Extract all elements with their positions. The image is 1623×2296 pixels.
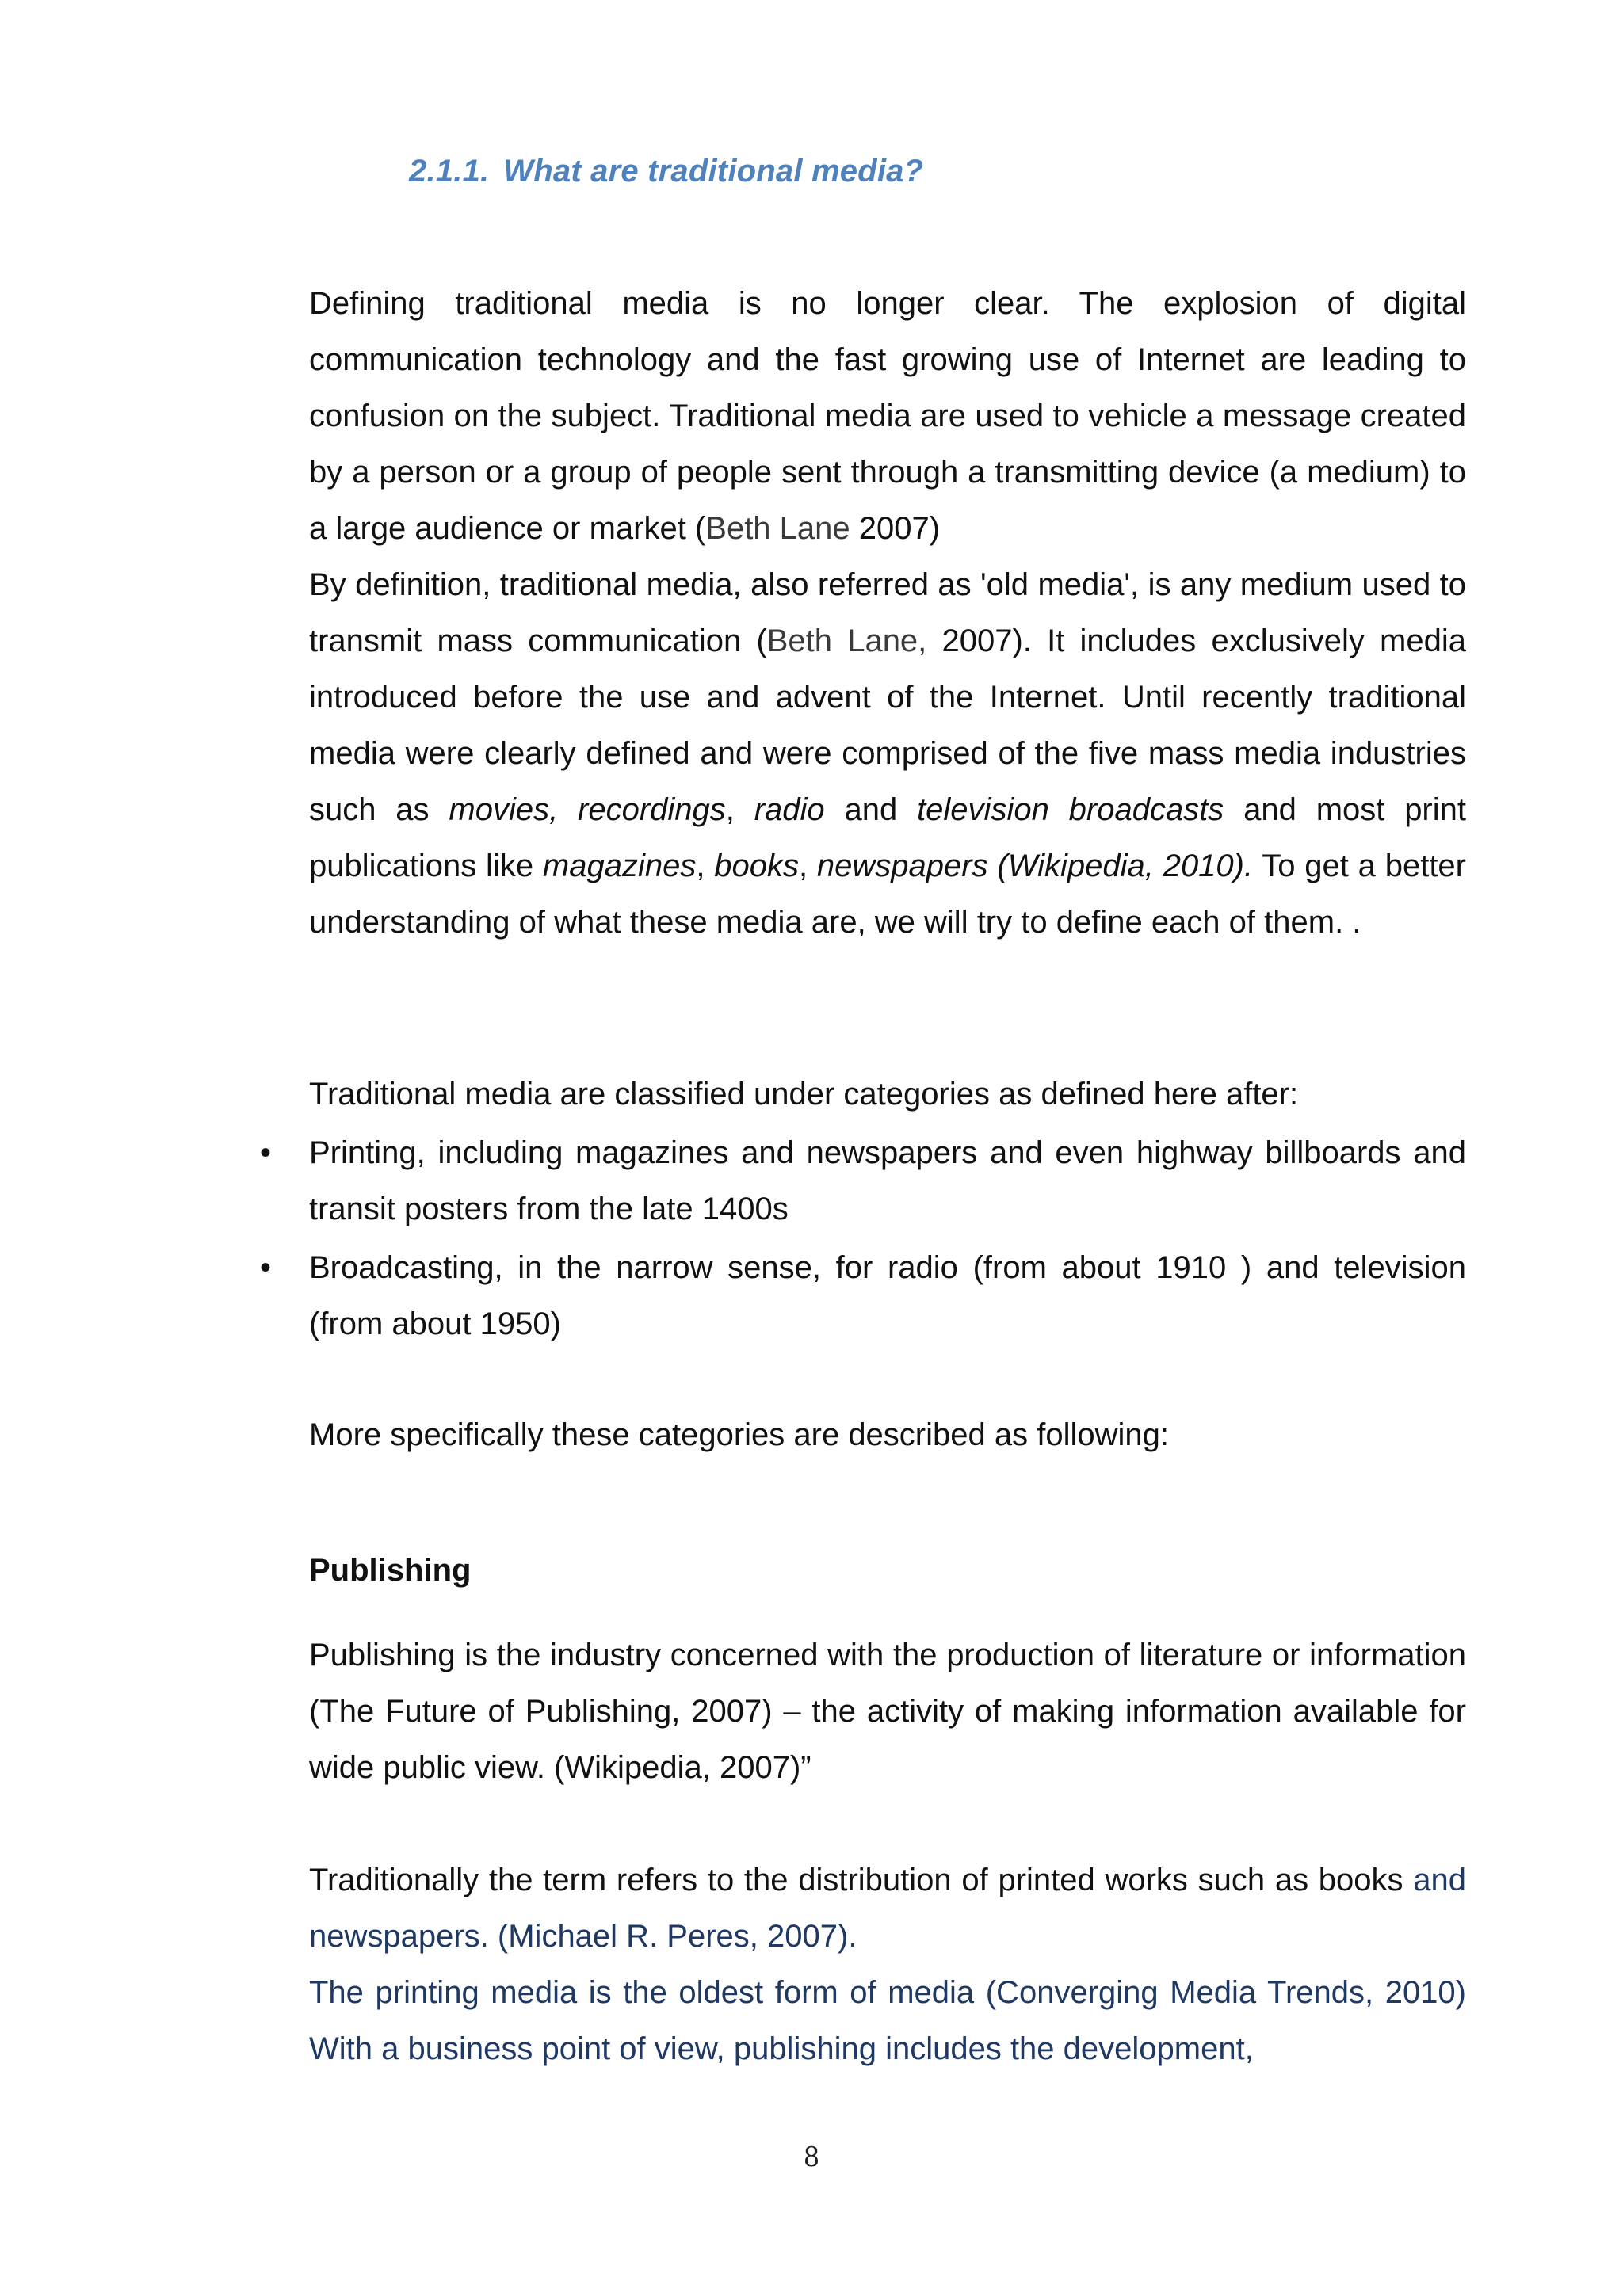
page-number: 8 bbox=[804, 2140, 819, 2173]
text-run: To get a better understanding of what these media are, we will try to define each of them. . bbox=[309, 849, 1467, 940]
publishing-paragraph: Publishing is the industry concerned with the production of literature or information (The Future of Publishing, 2007) – the activity of making information available for wide public view. (Wikipedia, 2007)” bbox=[309, 1638, 1466, 1785]
bullet-icon: • bbox=[260, 1250, 272, 1285]
bullet-icon: • bbox=[260, 1135, 272, 1170]
citation-beth-lane: Beth Lane, bbox=[766, 624, 927, 658]
citation-text: and newspapers. (Michael R. Peres, 2007). bbox=[309, 1863, 1466, 1954]
italic-term: magazines bbox=[542, 849, 697, 883]
text-run: and bbox=[824, 792, 918, 827]
italic-term: movies, recordings bbox=[449, 792, 726, 827]
text-run: , bbox=[799, 849, 817, 883]
italic-term: television broadcasts bbox=[917, 792, 1224, 827]
text-run: , bbox=[696, 849, 715, 883]
citation-beth-lane: Beth Lane bbox=[705, 511, 850, 546]
section-heading bbox=[409, 154, 923, 189]
italic-term: books bbox=[714, 849, 799, 883]
text-run: Defining traditional media is no longer clear. The explosion of digital communication technology and the fast growing use of Internet are leading to confusion on the subject. Traditional media are used to vehicle a message created by a person or a group of people sent through a transmitting device (a medium) to a large audience or market ( bbox=[309, 286, 1466, 546]
classification-intro: Traditional media are classified under categories as defined here after: bbox=[309, 1077, 1299, 1112]
category-list bbox=[260, 1125, 1466, 1355]
traditional-publishing-paragraph bbox=[309, 1852, 1466, 2077]
list-item-text: Printing, including magazines and newspapers and even highway billboards and transit posters from the late 1400s bbox=[309, 1135, 1466, 1226]
section-number: 2.1.1. bbox=[409, 154, 490, 189]
text-run: and most print publications like bbox=[309, 792, 1467, 883]
list-item-text: Broadcasting, in the narrow sense, for radio (from about 1910 ) and television (from about 1950) bbox=[309, 1250, 1466, 1341]
text-run: , bbox=[725, 792, 754, 827]
list-item bbox=[260, 1125, 1466, 1238]
citation-text: The printing media is the oldest form of media (Converging Media Trends, 2010) With a business point of view, publishing includes the development, bbox=[309, 1975, 1466, 2066]
intro-paragraph bbox=[309, 276, 1466, 951]
section-title: What are traditional media? bbox=[503, 154, 924, 189]
list-item bbox=[260, 1240, 1466, 1352]
italic-term: radio bbox=[754, 792, 825, 827]
categories-description-intro: More specifically these categories are described as following: bbox=[309, 1417, 1169, 1452]
text-run: Traditionally the term refers to the distribution of printed works such as books bbox=[309, 1863, 1403, 1897]
text-run: By definition, traditional media, also referred as 'old media', is any medium used to transmit mass communication ( bbox=[309, 567, 1466, 658]
text-run: 2007). It includes exclusively media introduced before the use and advent of the Internet. Until recently traditional media were clearly defined and were comprised of the five mass media industries such as bbox=[309, 624, 1466, 827]
publishing-heading: Publishing bbox=[309, 1553, 472, 1588]
text-run: 2007) bbox=[850, 511, 941, 546]
italic-term: newspapers (Wikipedia, 2010). bbox=[816, 849, 1254, 883]
